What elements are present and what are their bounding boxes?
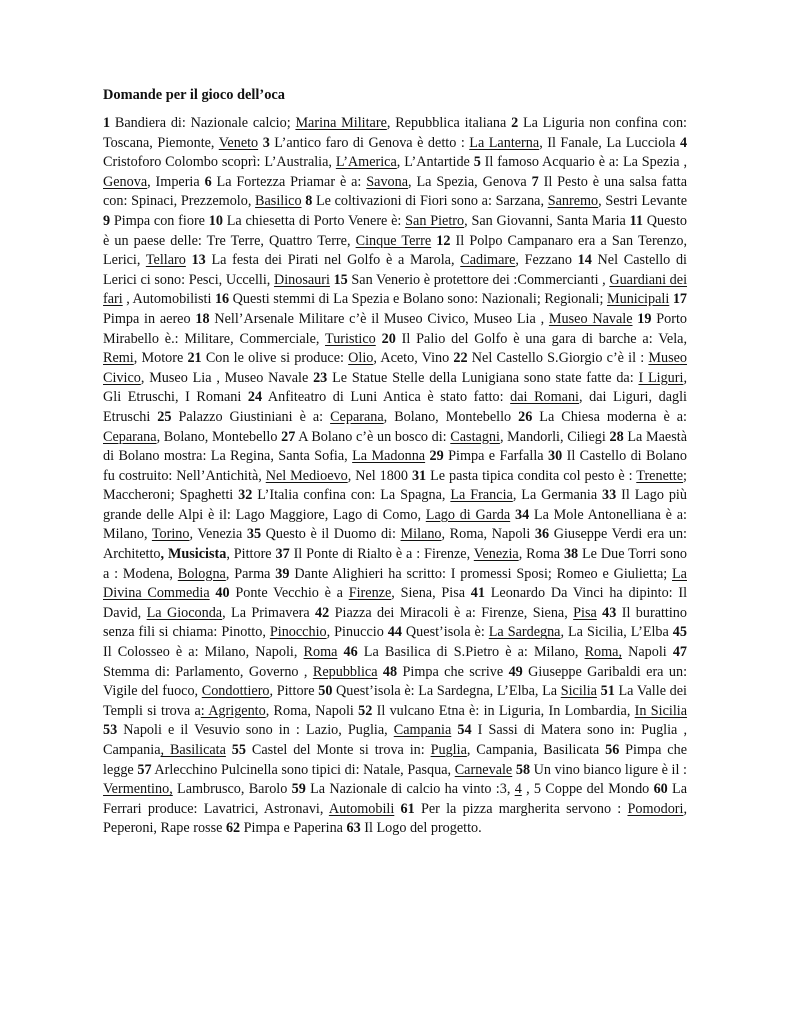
question-text: , Fezzano: [515, 252, 578, 269]
question-text: , Pinuccio: [326, 624, 388, 641]
question-text: Il Pesto è una salsa fatta con: Spinaci, Prezzemolo,: [103, 173, 688, 210]
correct-answer: Nel Medioevo: [265, 467, 348, 484]
question-number: 33: [602, 487, 617, 504]
question-text: Giuseppe Verdi era un: Architetto: [103, 526, 687, 563]
question-text: Napoli: [622, 644, 673, 661]
question-text: Giuseppe Garibaldi era un: Vigile del fuoco,: [103, 663, 688, 700]
question-text: Quest’isola è:: [401, 624, 489, 641]
question-text: Nel Castello di Lerici ci sono: Pesci, Uccelli,: [103, 252, 687, 288]
question-text: , Parma: [225, 565, 276, 582]
question-number: 63: [346, 820, 361, 837]
question-text: , La Sicilia, L’Elba: [560, 624, 673, 641]
question-text: Napoli e il Vesuvio sono in : Lazio, Puglia,: [117, 722, 394, 739]
question-number: 50: [318, 683, 333, 700]
question-text: Bandiera di: Nazionale calcio;: [110, 115, 296, 131]
question-text: Il Colosseo è a: Milano, Napoli,: [103, 644, 304, 661]
question-number: 2: [511, 115, 519, 131]
question-number: 8: [305, 193, 313, 210]
question-text: , Museo Lia , Museo Navale: [140, 369, 314, 386]
correct-answer: L’America: [335, 154, 397, 171]
correct-answer: Venezia: [473, 546, 519, 563]
question-text: Il famoso Acquario è a: La Spezia ,: [480, 154, 687, 171]
question-number: 41: [470, 585, 485, 602]
question-number: 36: [534, 526, 550, 543]
question-number: 11: [629, 212, 643, 229]
question-number: 23: [313, 369, 328, 386]
question-text: , Bolano, Montebello: [156, 428, 282, 445]
question-text: Le pasta tipica condita col pesto è :: [426, 467, 637, 484]
correct-answer: Condottiero: [201, 683, 270, 700]
question-text: Castel del Monte si trova in:: [245, 742, 431, 758]
question-number: 16: [214, 291, 230, 308]
question-number: 51: [600, 683, 615, 700]
question-number: 34: [514, 506, 530, 523]
question-text: Palazzo Giustiniani è a:: [171, 408, 331, 425]
question-number: 13: [191, 252, 206, 269]
correct-answer: Puglia: [430, 742, 467, 758]
question-text: , Peperoni, Rape rosse: [103, 800, 687, 837]
question-text: Le Due Torri sono a : Modena,: [103, 546, 688, 582]
question-text: La festa dei Pirati nel Golfo è a Marola,: [205, 252, 461, 269]
question-text: Pimpa e Paperina: [240, 820, 347, 837]
correct-answer: : Agrigento: [200, 702, 266, 719]
question-number: 35: [246, 526, 262, 543]
question-number: 25: [157, 408, 172, 425]
question-text: Un vino bianco ligure è il :: [530, 761, 687, 778]
correct-answer: Pomodori: [627, 800, 684, 817]
question-text: La Ferrari produce: Lavatrici, Astronavi,: [103, 781, 688, 817]
question-number: 56: [605, 742, 620, 758]
correct-answer: Cinque Terre: [355, 232, 432, 249]
question-text: Per la pizza margherita servono :: [414, 800, 628, 817]
question-text: San Venerio è protettore dei :Commercianti ,: [347, 271, 610, 288]
question-number: 26: [518, 408, 533, 425]
question-text: Pimpa e Farfalla: [443, 448, 548, 465]
question-text: Pimpa che legge: [103, 742, 687, 778]
question-text: Nell’Arsenale Militare c’è il Museo Civico, Museo Lia ,: [209, 310, 549, 327]
correct-answer: Ceparana: [330, 408, 384, 425]
correct-answer: Torino: [151, 526, 190, 543]
question-number: 43: [602, 604, 617, 621]
question-number: 17: [672, 291, 687, 308]
question-number: 18: [195, 310, 210, 327]
question-number: 49: [508, 663, 523, 680]
question-number: 55: [231, 742, 246, 758]
correct-answer: La Lanterna: [469, 134, 540, 151]
question-number: 29: [429, 448, 444, 465]
question-number: 20: [381, 330, 396, 347]
correct-answer: La Divina Commedia: [103, 565, 687, 602]
question-text: Pimpa con fiore: [110, 212, 209, 229]
question-text: , Gli Etruschi, I Romani: [103, 369, 687, 406]
correct-answer: Automobili: [328, 800, 395, 817]
question-text: L’Italia confina con: La Spagna,: [252, 487, 451, 504]
question-number: 40: [215, 585, 230, 602]
question-text: Anfiteatro di Luni Antica è stato fatto:: [262, 389, 511, 406]
question-text: , La Germania: [512, 487, 603, 504]
correct-answer: Pisa: [573, 604, 597, 621]
document-page: [103, 86, 687, 839]
correct-answer: Milano: [400, 526, 442, 543]
question-text: Piazza dei Miracoli è a: Firenze, Siena,: [329, 604, 574, 621]
question-text: La Nazionale di calcio ha vinto :3,: [305, 781, 515, 798]
question-number: 58: [515, 761, 531, 778]
question-text: Il vulcano Etna è: in Liguria, In Lombardia,: [372, 702, 635, 719]
question-text: Pimpa che scrive: [397, 663, 509, 680]
correct-answer: In Sicilia: [634, 702, 688, 719]
question-text: I Sassi di Matera sono in: Puglia , Campania: [103, 722, 687, 758]
correct-answer: Municipali: [607, 291, 670, 308]
question-text: , Venezia: [189, 526, 247, 543]
correct-answer: Guardiani dei fari: [103, 271, 688, 308]
question-text: La Valle dei Templi si trova a: [103, 683, 687, 719]
correct-answer: Museo Civico: [103, 350, 687, 386]
question-text: Il Castello di Bolano fu costruito: Nell’Antichità,: [103, 448, 687, 484]
question-text: , La Primavera: [222, 604, 316, 621]
questions-paragraph: [103, 114, 687, 839]
question-number: 62: [225, 820, 241, 837]
question-text: Il burattino senza fili si chiama: Pinotto,: [103, 604, 687, 641]
question-number: 19: [637, 310, 652, 327]
question-text: Nel Castello S.Giorgio c’è il :: [467, 350, 649, 367]
correct-answer: La Francia: [450, 487, 513, 504]
question-text: Con le olive si produce:: [201, 350, 349, 367]
question-text: , Automobilisti: [122, 291, 215, 308]
question-text: , Campania, Basilicata: [466, 742, 606, 758]
question-text: Quest’isola è: La Sardegna, L’Elba, La: [332, 683, 561, 700]
correct-answer: Tellaro: [145, 252, 186, 269]
correct-answer: Lago di Garda: [425, 506, 511, 523]
question-text: A Bolano c’è un bosco di:: [295, 428, 451, 445]
question-text: , La Spezia, Genova: [408, 173, 532, 190]
question-number: 38: [563, 546, 579, 563]
question-text: Stemma di: Parlamento, Governo ,: [103, 663, 313, 680]
bold-text: Musicista: [167, 546, 227, 563]
correct-answer: Sicilia: [560, 683, 597, 700]
question-number: 5: [473, 154, 481, 171]
correct-answer: Turistico: [325, 330, 376, 347]
question-text: Il Ponte di Rialto è a : Firenze,: [289, 546, 474, 563]
question-text: Pimpa in aereo: [103, 310, 196, 327]
question-text: La Chiesa moderna è a:: [532, 408, 687, 425]
question-number: 1: [103, 115, 111, 131]
question-number: 37: [275, 546, 290, 563]
correct-answer: Vermentino,: [103, 781, 173, 798]
question-text: Il Palio del Golfo è una gara di barche a: Vela,: [395, 330, 687, 347]
question-text: ; Maccheroni; Spaghetti: [103, 467, 687, 504]
question-text: , Roma: [518, 546, 564, 563]
question-number: 4: [679, 134, 688, 151]
correct-answer: Savona: [366, 173, 409, 190]
question-number: 27: [281, 428, 296, 445]
question-number: 30: [548, 448, 563, 465]
correct-answer: dai Romani: [510, 389, 579, 406]
question-text: Le coltivazioni di Fiori sono a: Sarzana,: [312, 193, 548, 210]
question-number: 9: [103, 212, 111, 229]
question-text: La Basilica di S.Pietro è a: Milano,: [357, 644, 585, 661]
question-text: Questi stemmi di La Spezia e Bolano sono: Nazionali; Regionali;: [229, 291, 607, 308]
correct-answer: Basilico: [255, 193, 302, 210]
question-number: 39: [275, 565, 290, 582]
question-number: 44: [387, 624, 402, 641]
question-text: , 5 Coppe del Mondo: [521, 781, 654, 798]
question-text: , Siena, Pisa: [391, 585, 471, 602]
bold-text: ,: [160, 546, 165, 563]
question-number: 57: [137, 761, 152, 778]
question-text: Dante Alighieri ha scritto: I promessi Sposi; Romeo e Giulietta;: [289, 565, 673, 582]
question-number: 10: [208, 212, 223, 229]
question-text: Ponte Vecchio è a: [229, 585, 349, 602]
question-text: , Mandorli, Ciliegi: [499, 428, 610, 445]
correct-answer: Marina Militare: [295, 115, 387, 131]
question-text: , Il Fanale, La Lucciola: [539, 134, 680, 151]
question-text: Questo è un paese delle: Tre Terre, Quattro Terre,: [103, 212, 687, 249]
correct-answer: Castagni: [450, 428, 500, 445]
question-text: Il Logo del progetto.: [360, 820, 482, 837]
question-number: 46: [343, 644, 358, 661]
question-text: , Roma, Napoli: [441, 526, 535, 543]
question-text: , Aceto, Vino: [373, 350, 454, 367]
question-number: 42: [315, 604, 330, 621]
question-text: Il Polpo Campanaro era a San Terenzo, Lerici,: [103, 232, 688, 269]
question-text: , Sestri Levante: [598, 193, 688, 210]
question-number: 7: [531, 173, 539, 190]
question-text: , San Giovanni, Santa Maria: [464, 212, 630, 229]
question-number: 59: [291, 781, 306, 798]
question-text: , Nel 1800: [347, 467, 412, 484]
question-text: Cristoforo Colombo scoprì: L’Australia,: [103, 154, 336, 171]
correct-answer: Campania: [393, 722, 452, 739]
correct-answer: Bologna: [177, 565, 226, 582]
correct-answer: Genova: [103, 173, 148, 190]
correct-answer: Pinocchio: [269, 624, 327, 641]
question-text: La chiesetta di Porto Venere è:: [222, 212, 406, 229]
question-number: 61: [400, 800, 415, 817]
correct-answer: Cadimare: [460, 252, 516, 269]
question-number: 53: [103, 722, 118, 739]
question-text: La Liguria non confina con: Toscana, Piemonte,: [103, 115, 687, 151]
correct-answer: La Sardegna: [488, 624, 561, 641]
question-text: La Mole Antonelliana è a: Milano,: [103, 506, 687, 543]
correct-answer: I Liguri: [638, 369, 684, 386]
question-number: 6: [204, 173, 212, 190]
correct-answer: , Basilicata: [160, 742, 226, 758]
correct-answer: Repubblica: [312, 663, 378, 680]
question-text: Porto Mirabello è.: Militare, Commerciale,: [103, 310, 688, 347]
correct-answer: Ceparana: [103, 428, 157, 445]
question-number: 15: [333, 271, 348, 288]
question-number: 12: [436, 232, 451, 249]
question-text: Il Lago più grande delle Alpi è il: Lago Maggiore, Lago di Como,: [103, 487, 687, 523]
correct-answer: Carnevale: [454, 761, 513, 778]
correct-answer: Dinosauri: [273, 271, 330, 288]
correct-answer: Sanremo: [547, 193, 599, 210]
correct-answer: 4: [514, 781, 522, 798]
question-number: 60: [653, 781, 668, 798]
question-number: 54: [457, 722, 472, 739]
question-text: , Repubblica italiana: [386, 115, 512, 131]
correct-answer: Veneto: [218, 134, 259, 151]
question-number: 21: [187, 350, 202, 367]
question-number: 3: [262, 134, 270, 151]
question-text: Questo è il Duomo di:: [261, 526, 401, 543]
correct-answer: Firenze: [348, 585, 392, 602]
correct-answer: Roma,: [584, 644, 623, 661]
question-text: L’antico faro di Genova è detto :: [269, 134, 470, 151]
question-number: 48: [382, 663, 398, 680]
question-text: La Fortezza Priamar è a:: [211, 173, 367, 190]
question-text: Leonardo Da Vinci ha dipinto: Il David,: [103, 585, 688, 621]
question-text: , Pittore: [226, 546, 276, 563]
question-number: 32: [238, 487, 253, 504]
question-number: 31: [411, 467, 427, 484]
correct-answer: Remi: [103, 350, 134, 367]
question-number: 28: [609, 428, 624, 445]
document-title: Domande per il gioco dell’oca: [103, 87, 285, 103]
correct-answer: San Pietro: [405, 212, 465, 229]
question-number: 22: [453, 350, 468, 367]
question-text: Lambrusco, Barolo: [172, 781, 292, 798]
question-text: , Motore: [133, 350, 188, 367]
question-text: Arlecchino Pulcinella sono tipici di: Natale, Pasqua,: [151, 761, 455, 778]
correct-answer: Roma: [303, 644, 338, 661]
question-number: 14: [577, 252, 592, 269]
question-text: , Pittore: [269, 683, 319, 700]
question-number: 45: [672, 624, 687, 641]
correct-answer: Olio: [348, 350, 374, 367]
correct-answer: Museo Navale: [548, 310, 633, 327]
question-text: , Roma, Napoli: [265, 702, 359, 719]
question-text: , L’Antartide: [396, 154, 474, 171]
question-number: 24: [247, 389, 263, 406]
correct-answer: La Madonna: [352, 448, 426, 465]
question-number: 52: [358, 702, 373, 719]
question-text: , Bolano, Montebello: [383, 408, 519, 425]
question-number: 47: [672, 644, 688, 661]
question-text: , dai Liguri, dagli Etruschi: [103, 389, 687, 425]
correct-answer: Trenette: [636, 467, 684, 484]
correct-answer: La Gioconda: [146, 604, 223, 621]
question-text: La Maestà di Bolano mostra: La Regina, Santa Sofia,: [103, 428, 687, 465]
question-text: Le Statue Stelle della Lunigiana sono state fatte da:: [327, 369, 639, 386]
question-text: , Imperia: [147, 173, 205, 190]
